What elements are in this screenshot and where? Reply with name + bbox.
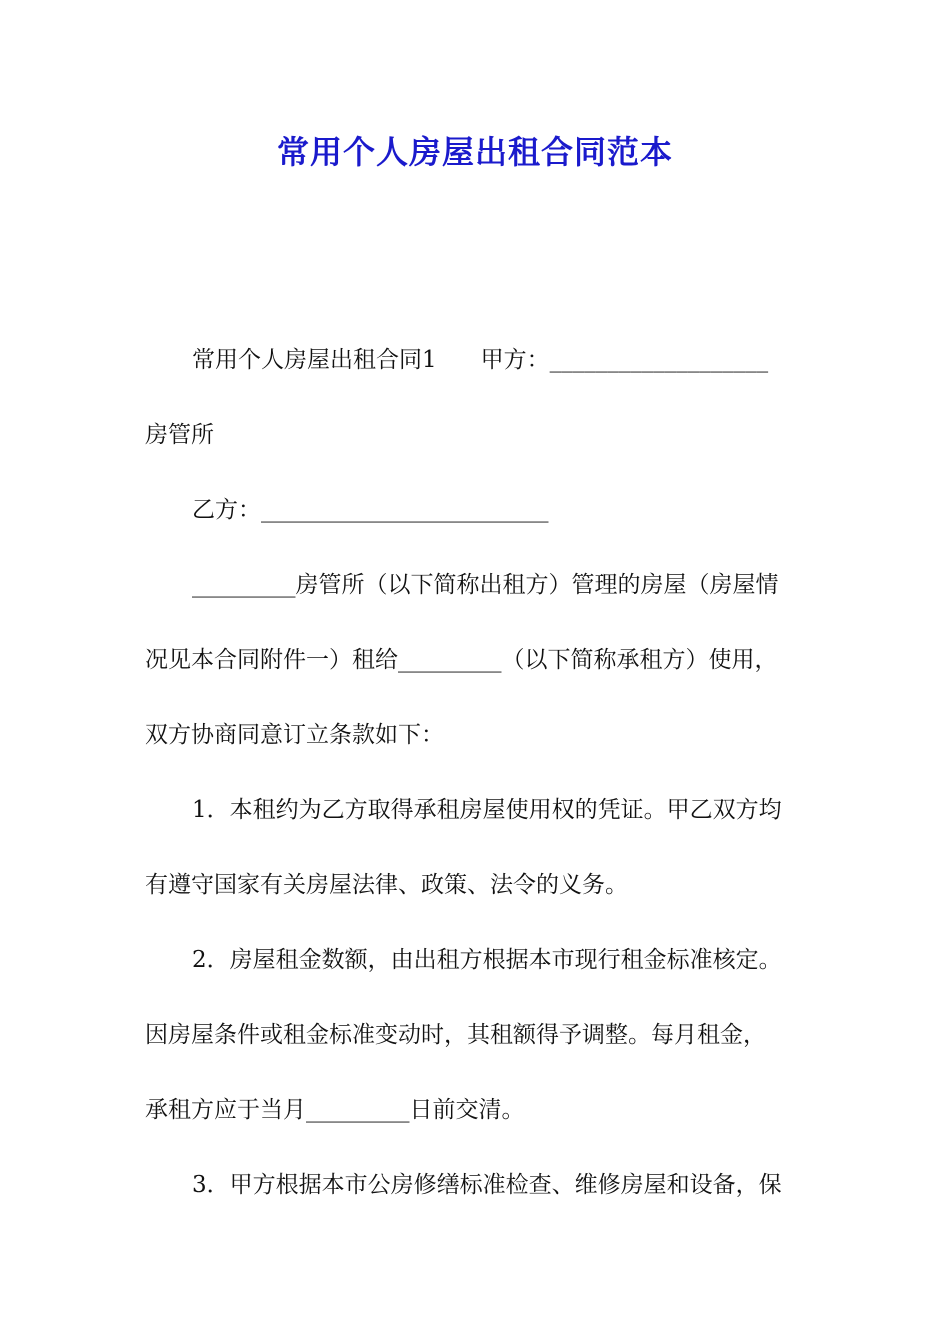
- clause-2-line-3: 承租方应于当月_________日前交清。: [145, 1097, 525, 1123]
- clause-2-line-2: 因房屋条件或租金标准变动时，其租额得予调整。每月租金，: [145, 1022, 766, 1048]
- contract-heading: 常用个人房屋出租合同1: [192, 347, 437, 373]
- paragraph-line-6: 双方协商同意订立条款如下：: [145, 722, 444, 748]
- party-a-field: 甲方：___________________: [480, 347, 769, 373]
- paragraph-line-4: _________房管所（以下简称出租方）管理的房屋（房屋情: [192, 572, 779, 598]
- party-b-field: 乙方：_________________________: [192, 497, 549, 523]
- paragraph-line-1: [192, 344, 768, 376]
- paragraph-line-5: 况见本合同附件一）租给_________（以下简称承租方）使用，: [145, 647, 778, 673]
- paragraph-line-2: 房管所: [145, 422, 214, 448]
- document-title: 常用个人房屋出租合同范本: [276, 133, 673, 171]
- clause-3-line-1: 3．甲方根据本市公房修缮标准检查、维修房屋和设备，保: [192, 1172, 782, 1198]
- clause-1-line-1: 1．本租约为乙方取得承租房屋使用权的凭证。甲乙双方均: [192, 797, 782, 823]
- clause-2-line-1: 2．房屋租金数额，由出租方根据本市现行租金标准核定。: [192, 947, 782, 973]
- clause-1-line-2: 有遵守国家有关房屋法律、政策、法令的义务。: [145, 872, 628, 898]
